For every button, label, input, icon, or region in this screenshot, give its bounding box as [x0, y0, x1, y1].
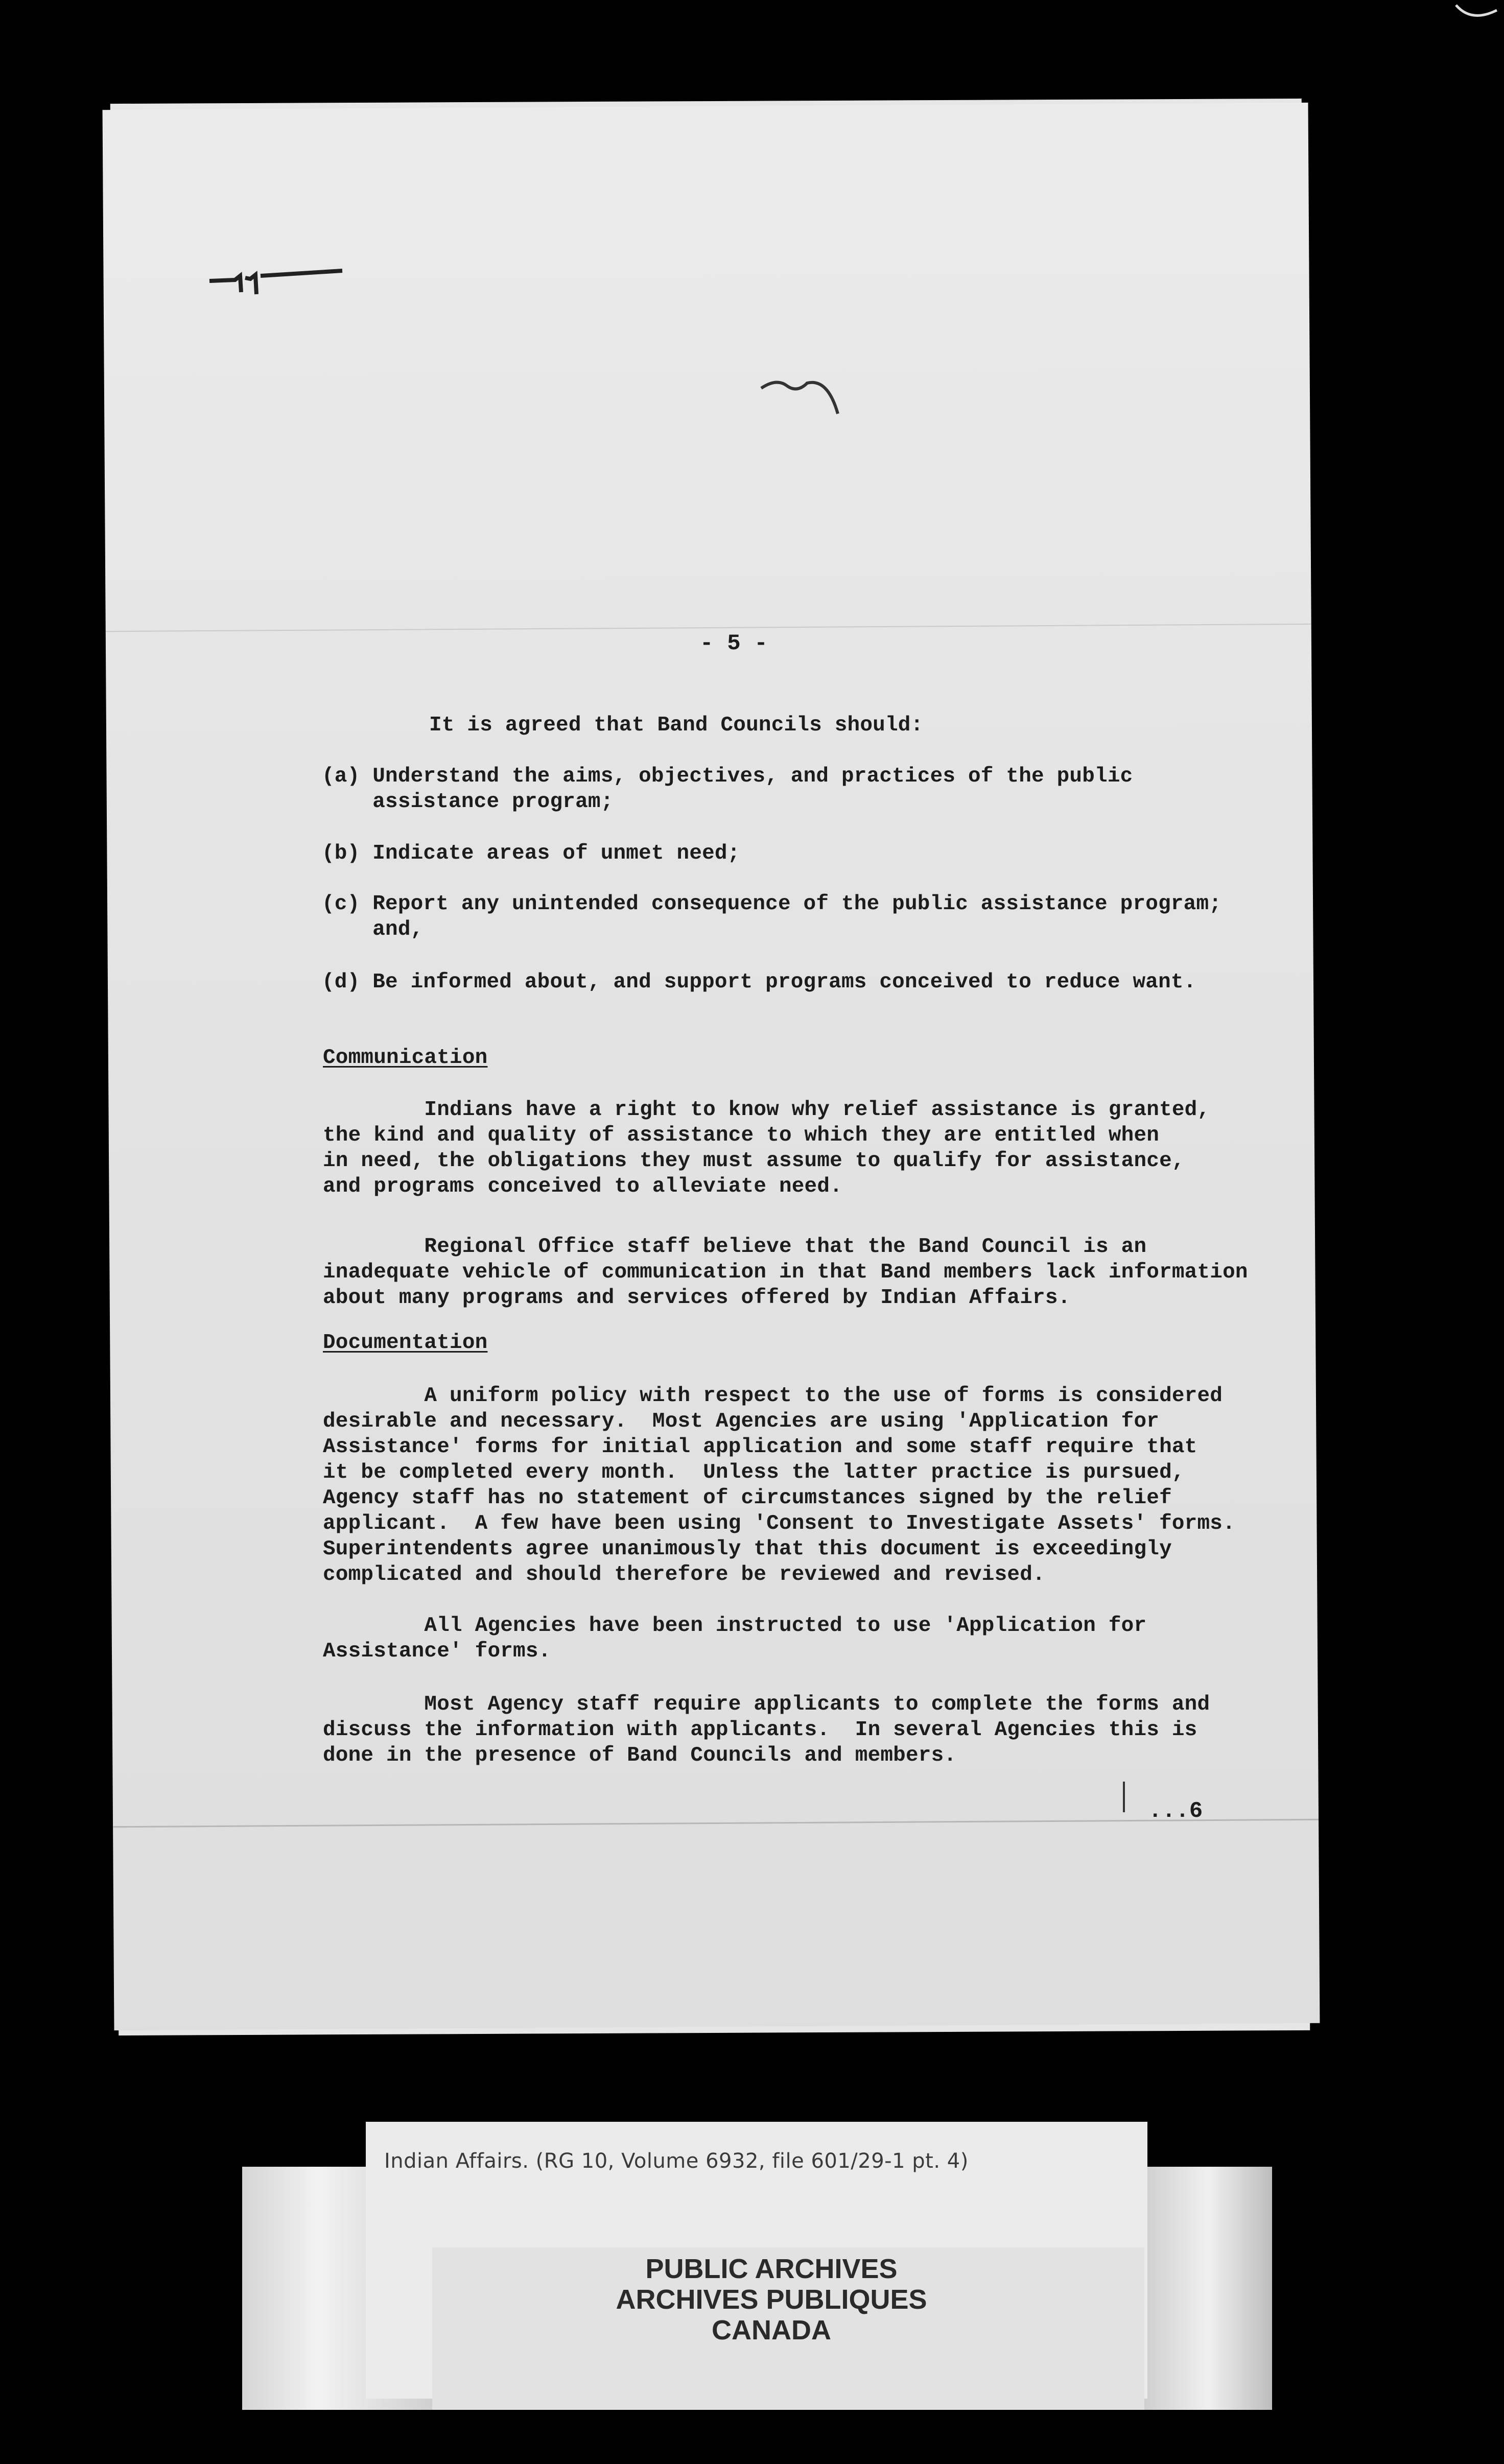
stamp-line: ARCHIVES PUBLIQUES [616, 2284, 927, 2315]
paragraph: Indians have a right to know why relief assistance is granted, the kind and quality of assistance to which they are entitled when in need, the obligations they must assume to qualify for assistance, and programs conceived to alleviate need. [323, 1098, 1210, 1198]
list-item: (b) Indicate areas of unmet need; [322, 842, 740, 865]
list-item: (d) Be informed about, and support programs conceived to reduce want. [322, 970, 1196, 994]
paragraph: Regional Office staff believe that the Band Council is an inadequate vehicle of communication in that Band members lack information about many programs and services offered by Indian Affairs. [323, 1235, 1248, 1310]
intro-sentence: It is agreed that Band Councils should: [429, 714, 924, 737]
paragraph: A uniform policy with respect to the use of forms is considered desirable and necessary. Most Agencies are using 'Application for Assistance' forms for initial application and some staff require that it be completed every month. Unless the latter practice is pursued, Agency staff has no statement of circumstances signed by the relief applicant. A few have been using 'Consent to Investigate Assets' forms. Superintendents agree unanimously that this document is exceedingly complicated and should therefore be reviewed and revised. [323, 1384, 1235, 1586]
paragraph: Most Agency staff require applicants to complete the forms and discuss the information with applicants. In several Agencies this is done in the presence of Band Councils and members. [323, 1693, 1210, 1767]
paragraph: All Agencies have been instructed to use 'Application for Assistance' forms. [323, 1614, 1147, 1663]
page-number: - 5 - [700, 631, 768, 656]
archive-stamp [542, 2254, 1001, 2345]
archive-clip-right [1144, 2167, 1272, 2410]
archive-citation: Indian Affairs. (RG 10, Volume 6932, file 601/29-1 pt. 4) [384, 2149, 969, 2173]
section-heading-communication: Communication [323, 1046, 488, 1070]
margin-mark [1123, 1782, 1125, 1812]
corner-mark-icon [1451, 0, 1502, 26]
list-item: (c) Report any unintended consequence of the public assistance program; and, [322, 892, 1222, 941]
section-heading-documentation: Documentation [323, 1331, 488, 1355]
paper-lower-edge [113, 1819, 1319, 1828]
pen-mark-icon [204, 260, 347, 296]
stamp-line: PUBLIC ARCHIVES [645, 2254, 898, 2284]
pen-scribble-icon [756, 368, 848, 424]
list-item: (a) Understand the aims, objectives, and practices of the public assistance program; [322, 765, 1133, 814]
stamp-line: CANADA [712, 2315, 831, 2345]
continuation-marker: ...6 [1148, 1798, 1203, 1824]
